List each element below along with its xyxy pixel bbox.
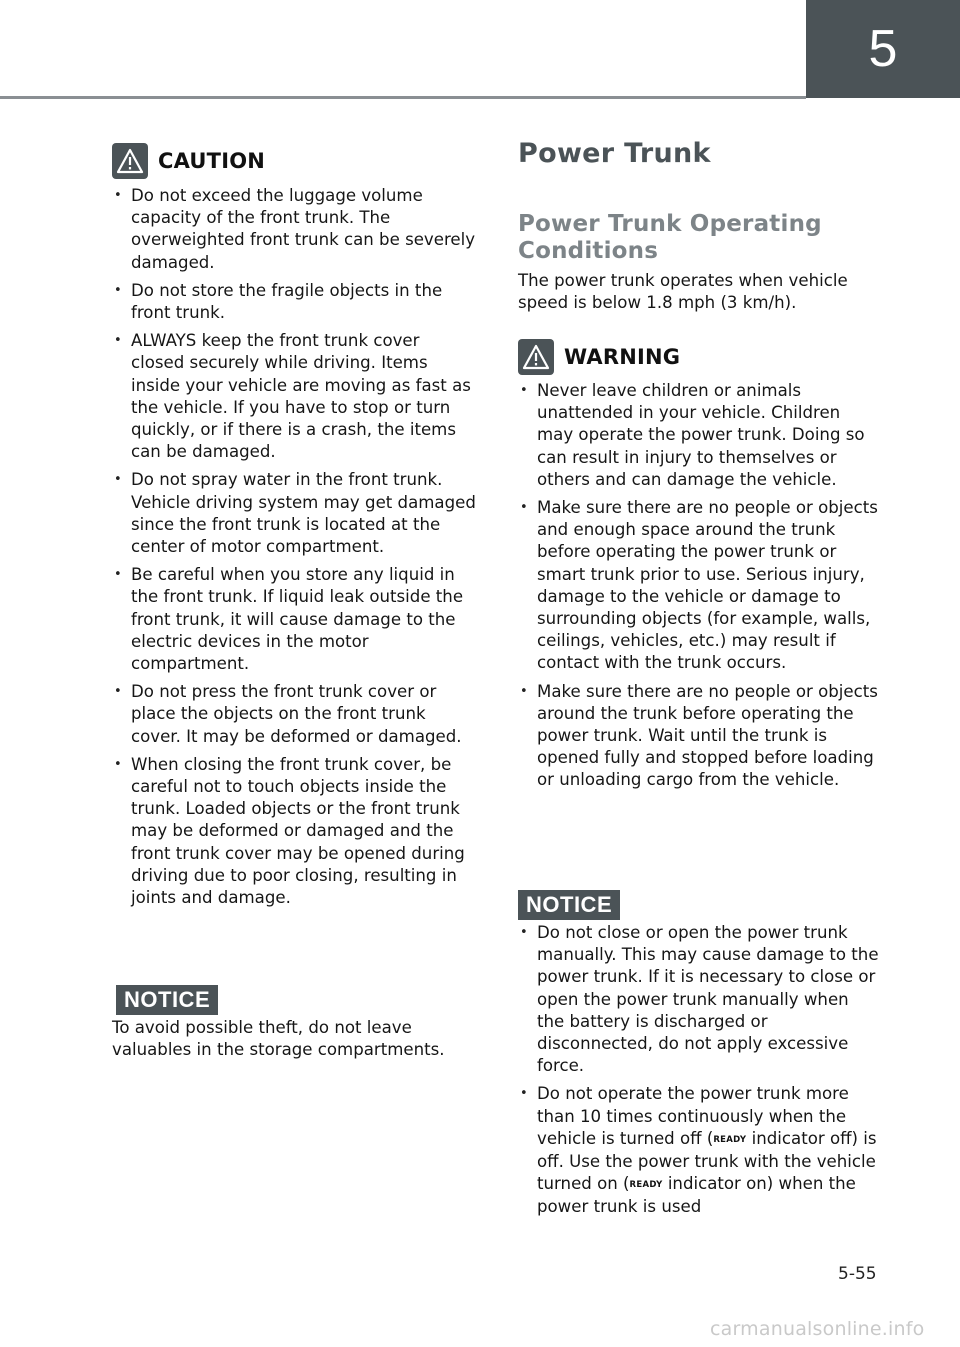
page-number: 5-55 xyxy=(838,1264,877,1284)
warning-list xyxy=(518,380,880,798)
list-item: • Be careful when you store any liquid in the front trunk. If liquid leak outside the front trunk, it will cause damage to the electric devices in the motor compartment. xyxy=(112,564,476,675)
list-item: • ALWAYS keep the front trunk cover closed securely while driving. Items inside your vehicle are moving as fast as the vehicle. If you have to stop or turn quickly, or if there is a crash, the items can be damaged. xyxy=(112,330,476,463)
caution-list xyxy=(112,185,476,915)
list-item: • Never leave children or animals unattended in your vehicle. Children may operate the power trunk. Doing so can result in injury to themselves or others and can damage the vehicle. xyxy=(518,380,880,491)
section-title: Power Trunk xyxy=(518,138,711,169)
list-item xyxy=(518,1083,880,1218)
list-item: • Do not close or open the power trunk manually. This may cause damage to the power trunk. If it is necessary to close or open the power trunk manually when the battery is discharged or disconnected, do not apply excessive force. xyxy=(518,922,880,1077)
intro-text: The power trunk operates when vehicle speed is below 1.8 mph (3 km/h). xyxy=(518,271,848,313)
chapter-tab xyxy=(806,0,960,98)
list-item: • Do not store the fragile objects in the front trunk. xyxy=(112,280,476,324)
notice-text: To avoid possible theft, do not leave valuables in the storage compartments. xyxy=(112,1018,445,1060)
notice-text-part: indicator off) is off. Use the power trunk with the vehicle turned on ( xyxy=(537,1128,877,1194)
ready-indicator-icon: READY xyxy=(713,1134,747,1145)
subsection-title: Power Trunk Operating Conditions xyxy=(518,211,822,264)
warning-triangle-icon xyxy=(112,143,148,179)
notice-text-part: Do not operate the power trunk more than 10 times continuously when the vehicle is turned off ( xyxy=(537,1084,849,1148)
chapter-number: 5 xyxy=(868,20,898,78)
caution-heading xyxy=(112,143,265,179)
list-item: • Do not exceed the luggage volume capacity of the front trunk. The overweighted front trunk can be severely damaged. xyxy=(112,185,476,274)
list-item: • Do not press the front trunk cover or place the objects on the front trunk cover. It may be deformed or damaged. xyxy=(112,681,476,748)
warning-triangle-icon xyxy=(518,339,554,375)
notice-badge: NOTICE xyxy=(116,985,218,1015)
notice-list xyxy=(518,922,880,1225)
warning-heading xyxy=(518,339,680,375)
list-item: • Do not spray water in the front trunk. Vehicle driving system may get damaged since the front trunk is located at the center of motor compartment. xyxy=(112,469,476,558)
list-item: • Make sure there are no people or objects and enough space around the trunk before operating the power trunk or smart trunk prior to use. Serious injury, damage to the vehicle or damage to surrounding objects (for example, walls, ceilings, vehicles, etc.) may result if contact with the trunk occurs. xyxy=(518,497,880,675)
list-item: • Make sure there are no people or objects around the trunk before operating the power trunk. Wait until the trunk is opened fully and stopped before loading or unloading cargo from the vehicle. xyxy=(518,681,880,792)
warning-title: WARNING xyxy=(564,345,681,369)
list-item: • When closing the front trunk cover, be careful not to touch objects inside the trunk. Loaded objects or the front trunk may be deformed or damaged and the front trunk cover may be opened during driving due to poor closing, resulting in joints and damage. xyxy=(112,754,476,909)
notice-badge: NOTICE xyxy=(518,890,620,920)
notice-text-part: indicator on) when the power trunk is used xyxy=(537,1174,856,1217)
watermark: carmanualsonline.info xyxy=(710,1318,925,1340)
header-rule xyxy=(0,96,806,99)
caution-title: CAUTION xyxy=(158,149,266,173)
ready-indicator-icon: READY xyxy=(629,1180,663,1191)
